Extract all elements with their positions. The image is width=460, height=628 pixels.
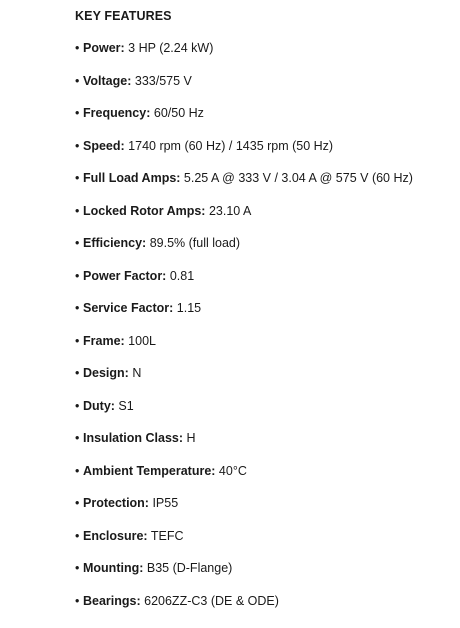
list-item — [75, 461, 413, 494]
list-item — [75, 558, 413, 591]
feature-label: Efficiency: — [83, 236, 147, 250]
feature-label: Insulation Class: — [83, 431, 184, 445]
feature-label: Voltage: — [83, 73, 132, 88]
feature-label: Ambient Temperature: — [83, 463, 216, 478]
feature-label: Design: — [83, 366, 129, 380]
feature-value: 100L — [124, 333, 156, 348]
feature-value: 1740 rpm (60 Hz) / 1435 rpm (50 Hz) — [124, 138, 334, 153]
feature-label: Enclosure: — [83, 528, 148, 543]
feature-label: Full Load Amps: — [83, 171, 181, 185]
bullet: • — [75, 73, 80, 88]
list-item — [75, 526, 413, 559]
feature-label: Service Factor: — [83, 301, 174, 315]
bullet: • — [75, 333, 80, 348]
bullet: • — [75, 496, 80, 510]
bullet: • — [75, 398, 80, 413]
feature-label: Speed: — [83, 138, 125, 153]
bullet: • — [75, 431, 80, 445]
feature-value: 333/575 V — [131, 73, 192, 88]
list-item — [75, 38, 413, 71]
feature-value: 0.81 — [166, 268, 195, 283]
bullet: • — [75, 301, 80, 315]
list-item — [75, 331, 413, 364]
feature-value: TEFC — [147, 528, 184, 543]
list-item — [75, 168, 413, 201]
list-item — [75, 71, 413, 104]
feature-value: 5.25 A @ 333 V / 3.04 A @ 575 V (60 Hz) — [180, 171, 413, 185]
section-heading: KEY FEATURES — [75, 9, 172, 23]
list-item — [75, 266, 413, 299]
feature-value: 23.10 A — [205, 203, 252, 218]
feature-value: H — [183, 431, 196, 445]
bullet: • — [75, 236, 80, 250]
bullet: • — [75, 106, 80, 120]
feature-value: 6206ZZ-C3 (DE & ODE) — [140, 593, 279, 608]
bullet: • — [75, 366, 80, 380]
list-item — [75, 493, 413, 526]
feature-value: 89.5% (full load) — [146, 236, 241, 250]
feature-label: Power: — [83, 41, 125, 55]
feature-value: IP55 — [148, 496, 179, 510]
list-item — [75, 201, 413, 234]
list-item — [75, 233, 413, 266]
list-item — [75, 298, 413, 331]
feature-value: 3 HP (2.24 kW) — [124, 41, 214, 55]
feature-value: S1 — [114, 398, 134, 413]
list-item — [75, 591, 413, 624]
bullet: • — [75, 593, 80, 608]
list-item — [75, 363, 413, 396]
bullet: • — [75, 561, 80, 575]
feature-list — [75, 38, 413, 623]
feature-value: 1.15 — [173, 301, 202, 315]
bullet: • — [75, 171, 80, 185]
feature-label: Protection: — [83, 496, 149, 510]
feature-value: 40°C — [215, 463, 247, 478]
bullet: • — [75, 528, 80, 543]
feature-label: Duty: — [83, 398, 115, 413]
feature-label: Power Factor: — [83, 268, 167, 283]
bullet: • — [75, 138, 80, 153]
feature-label: Locked Rotor Amps: — [83, 203, 206, 218]
list-item — [75, 396, 413, 429]
bullet: • — [75, 268, 80, 283]
list-item — [75, 103, 413, 136]
feature-value: N — [128, 366, 142, 380]
feature-label: Frame: — [83, 333, 125, 348]
bullet: • — [75, 41, 80, 55]
bullet: • — [75, 463, 80, 478]
feature-label: Mounting: — [83, 561, 144, 575]
feature-value: 60/50 Hz — [150, 106, 204, 120]
list-item — [75, 136, 413, 169]
bullet: • — [75, 203, 80, 218]
feature-label: Frequency: — [83, 106, 151, 120]
list-item — [75, 428, 413, 461]
feature-label: Bearings: — [83, 593, 141, 608]
feature-value: B35 (D-Flange) — [143, 561, 233, 575]
